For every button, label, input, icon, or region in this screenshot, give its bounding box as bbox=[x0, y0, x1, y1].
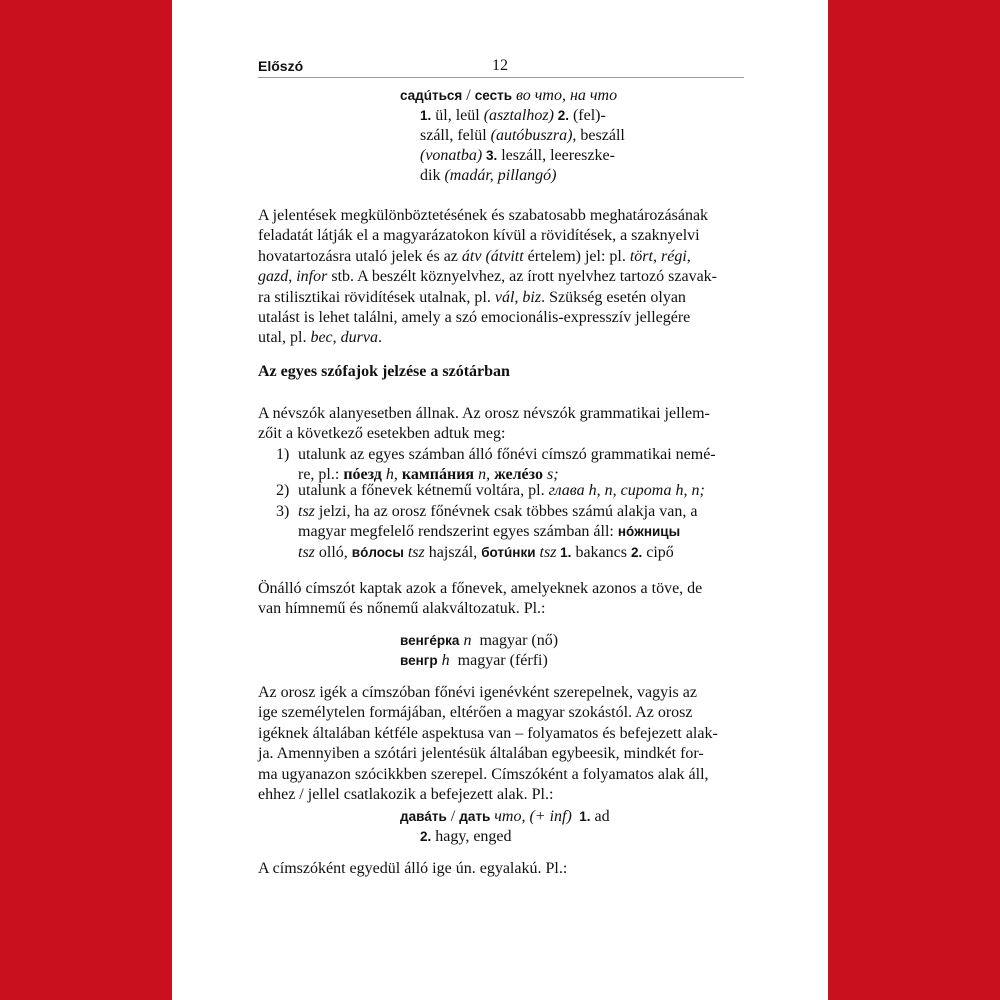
paragraph-verbs: Az orosz igék a címszóban főnévi igenévként szerepelnek, vagyis az ige személytelen formájában, eltérően a magyar szokástól. Az orosz igéknek általában kétféle aspektusa van – folyamatos és befejezett alak- ja. Amennyiben a szótári jelentésük általában egybeesik, mindkét for- ma ugyanazon szócikkben szerepel. Címszóként a folyamatos alak áll, ehhez / jellel csatlakozik a befejezett alak. Pl.: bbox=[258, 684, 718, 804]
paragraph-gender-variants: Önálló címszót kaptak azok a főnevek, amelyeknek azonos a töve, de van hímnemű és nőnemű alakváltozatuk. Pl.: bbox=[258, 580, 703, 618]
paragraph-nouns: A névszók alanyesetben állnak. Az orosz névszók grammatikai jellem- zőit a következő esetekben adtuk meg: bbox=[258, 405, 710, 443]
book-page bbox=[172, 0, 828, 1000]
example-vengerka: венгéрка n magyar (nő) bbox=[400, 632, 559, 649]
dictionary-entry-sadítsya: садúться / сесть во что, на что 1. ül, leül (asztalhoz) 2. (fel)- száll, felül (autóbuszra), beszáll (vonatba) 3. leszáll, leereszke- dik (madár, pillangó) bbox=[400, 87, 625, 184]
entry-headword: садúться bbox=[400, 88, 463, 103]
paragraph-single-form: A címszóként egyedül álló ige ún. egyalakú. Pl.: bbox=[258, 860, 568, 877]
example-entries bbox=[400, 631, 558, 671]
section-heading: Az egyes szófajok jelzése a szótárban bbox=[258, 363, 510, 380]
entry-headword-perfective: сесть bbox=[474, 88, 513, 103]
example-venger: венгр h magyar (férfi) bbox=[400, 652, 548, 669]
header-title: Előszó bbox=[258, 58, 304, 74]
paragraph-abbreviations: A jelentések megkülönböztetésének és szabatosabb meghatározásának feladatát látják el a magyarázatokon kívül a rövidítések, a szaknyelvi hovatartozásra utaló jelek és az átv (átvitt értelem) jel: pl. tört, régi, gazd, infor stb. A beszélt köznyelvhez, az írott nyelvhez tartozó szavak- ra stilisztikai rövidítések utalnak, pl. vál, biz. Szükség esetén olyan utalást is lehet találni, amely a szó emocionális-expresszív jellegére utal, pl. bec, durva. bbox=[258, 207, 717, 347]
list-item-1: 1) utalunk az egyes számban álló főnévi címszó grammatikai nemé- re, pl.: пóезд h, кампáния n, желéзо s; bbox=[276, 446, 716, 484]
page-number: 12 bbox=[492, 57, 508, 74]
dictionary-entry-davat: давáть / дать что, (+ inf) 1. ad 2. hagy, enged bbox=[400, 808, 610, 845]
list-item-2: 2) utalunk a főnevek kétnemű voltára, pl. глава h, n, сирота h, n; bbox=[276, 482, 705, 499]
list-item-3: 3) tsz jelzi, ha az orosz főnévnek csak többes számú alakja van, a magyar megfelelő rendszerint egyes számban áll: нóжницы tsz olló, вóлосы tsz hajszál, ботúнки tsz 1. bakancs 2. cipő bbox=[276, 503, 698, 561]
running-header bbox=[258, 57, 744, 78]
